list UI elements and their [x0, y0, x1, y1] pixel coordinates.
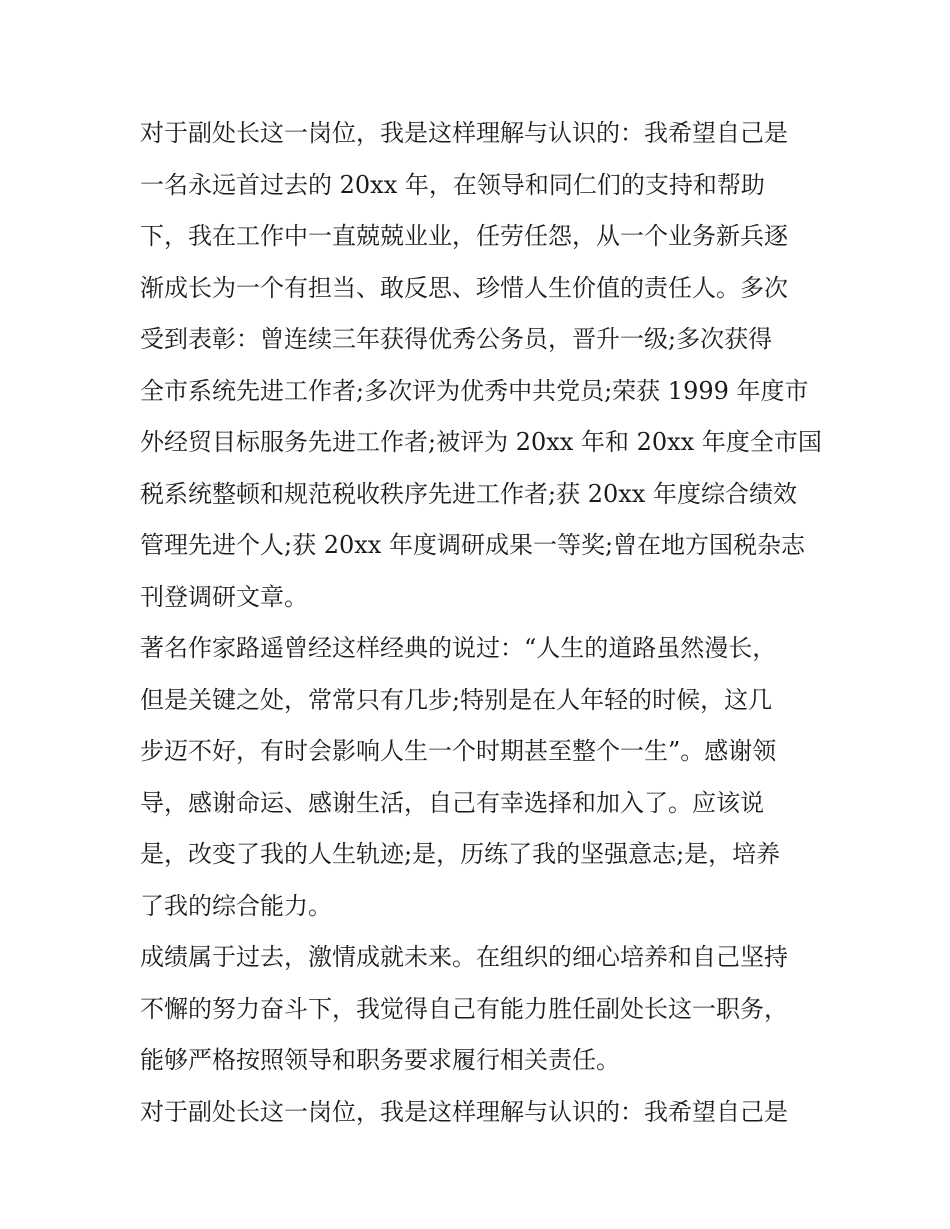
- document-body: [140, 108, 830, 1138]
- text-line: 能够严格按照领导和职务要求履行相关责任。: [140, 1046, 620, 1074]
- text-line: 导，感谢命运、感谢生活，自己有幸选择和加入了。应该说: [140, 788, 764, 817]
- text-line: 全市系统先进工作者;多次评为优秀中共党员;荣获 1999 年度市: [140, 376, 809, 405]
- text-line: 刊登调研文章。: [140, 582, 308, 611]
- text-line: 管理先进个人;获 20xx 年度调研成果一等奖;曾在地方国税杂志: [140, 531, 806, 559]
- text-line: 了我的综合能力。: [140, 891, 332, 920]
- text-line: 一名永远首过去的 20xx 年，在领导和同仁们的支持和帮助: [140, 170, 765, 199]
- text-line: 但是关键之处，常常只有几步;特别是在人年轻的时候，这几: [140, 685, 773, 714]
- text-line: 下，我在工作中一直兢兢业业，任劳任怨，从一个业务新兵逐: [140, 222, 788, 250]
- text-line: 受到表彰：曾连续三年获得优秀公务员，晋升一级;多次获得: [140, 325, 773, 353]
- text-line: 对于副处长这一岗位，我是这样理解与认识的：我希望自己是: [140, 119, 788, 147]
- text-line: 渐成长为一个有担当、敢反思、珍惜人生价值的责任人。多次: [140, 273, 788, 302]
- text-line: 税系统整顿和规范税收秩序先进工作者;获 20xx 年度综合绩效: [140, 479, 797, 508]
- text-line: 对于副处长这一岗位，我是这样理解与认识的：我希望自己是: [140, 1097, 788, 1126]
- text-line: 步迈不好，有时会影响人生一个时期甚至整个一生”。感谢领: [140, 737, 777, 765]
- text-line: 外经贸目标服务先进工作者;被评为 20xx 年和 20xx 年度全市国: [140, 428, 822, 456]
- text-line: 成绩属于过去，激情成就未来。在组织的细心培养和自己坚持: [140, 943, 788, 971]
- text-line: 著名作家路遥曾经这样经典的说过：“人生的道路虽然漫长，: [140, 634, 777, 662]
- text-line: 是，改变了我的人生轨迹;是，历练了我的坚强意志;是，培养: [140, 840, 781, 868]
- text-line: 不懈的努力奋斗下，我觉得自己有能力胜任副处长这一职务，: [140, 994, 788, 1023]
